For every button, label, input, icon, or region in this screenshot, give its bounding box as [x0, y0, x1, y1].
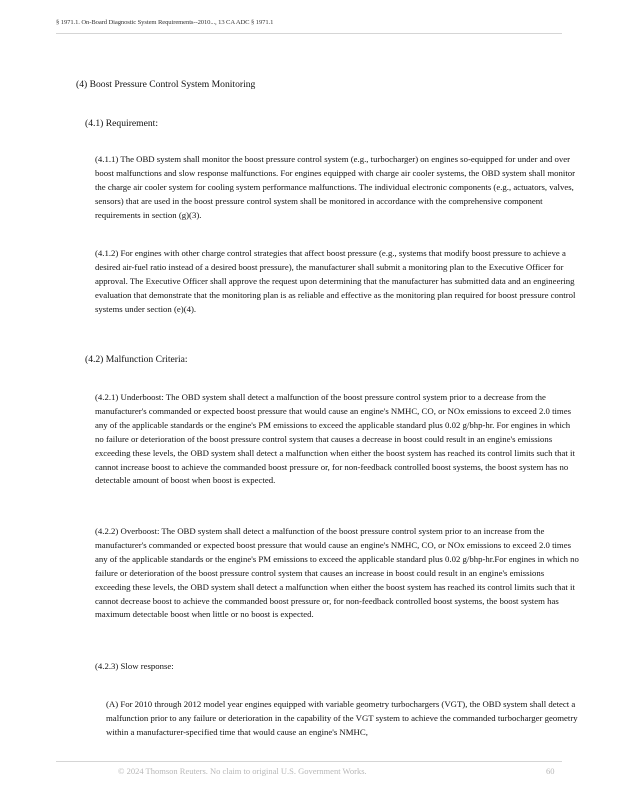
- header-divider: [56, 33, 562, 34]
- paragraph-A-vgt: (A) For 2010 through 2012 model year engines equipped with variable geometry turbochargers (VGT), the OBD system shall detect a malfunction prior to any failure or deterioration in the capability of the VGT system to achieve the commanded turbocharger geometry within a manufacturer-specified time that would cause an engine's NMHC,: [106, 699, 578, 737]
- paragraph-4-1-1: (4.1.1) The OBD system shall monitor the boost pressure control system (e.g., turbocharger) on engines so-equipped for under and over boost malfunctions and slow response malfunctions. For engines equipped with charge air cooler systems, the OBD system shall monitor the charge air cooler system for cooling system performance malfunctions. The individual electronic components (e.g., actuators, valves, sensors) that are used in the boost pressure control system shall be monitored in accordance with the comprehensive component requirements in section (g)(3).: [95, 154, 576, 220]
- footer-copyright: © 2024 Thomson Reuters. No claim to original U.S. Government Works.: [118, 766, 367, 776]
- malfunction-criteria-heading: (4.2) Malfunction Criteria:: [85, 354, 188, 365]
- requirement-heading: (4.1) Requirement:: [85, 118, 158, 129]
- footer-divider: [56, 761, 562, 762]
- paragraph-4-2-3-slow-response: (4.2.3) Slow response:: [95, 661, 174, 671]
- paragraph-4-1-2: (4.1.2) For engines with other charge control strategies that affect boost pressure (e.g., systems that modify boost pressure to achieve a desired air-fuel ratio instead of a desired boost pressure), the manufacturer shall submit a monitoring plan to the Executive Officer for approval. The Executive Officer shall approve the request upon determining that the manufacturer has submitted data and an engineering evaluation that demonstrate that the monitoring plan is as reliable and effective as the monitoring plan required for boost pressure control systems under section (e)(4).: [95, 248, 576, 314]
- page-number: 60: [546, 766, 555, 776]
- section-heading: (4) Boost Pressure Control System Monitoring: [76, 79, 256, 90]
- paragraph-4-2-1-underboost: (4.2.1) Underboost: The OBD system shall detect a malfunction of the boost pressure control system prior to a decrease from the manufacturer's commanded or expected boost pressure that would cause an engine's NMHC, CO, or NOx emissions to exceed 2.0 times any of the applicable standards or the engine's PM emissions to exceed the applicable standard plus 0.02 g/bhp-hr. For engines in which no failure or deterioration of the boost pressure control system that causes a decrease in boost could result in an engine's emissions exceeding these levels, the OBD system shall detect a malfunction when either the boost system has reached its control limits such that it cannot increase boost to achieve the commanded boost pressure or, for non-feedback controlled boost systems, the boost system has no detectable amount of boost when boost is expected.: [95, 392, 575, 486]
- running-header: § 1971.1. On-Board Diagnostic System Requirements--2010..., 13 CA ADC § 1971.1: [56, 19, 274, 26]
- paragraph-4-2-2-overboost: (4.2.2) Overboost: The OBD system shall detect a malfunction of the boost pressure control system prior to an increase from the manufacturer's commanded or expected boost pressure that would cause an engine's NMHC, CO, or NOx emissions to exceed 2.0 times any of the applicable standards or the engine's PM emissions to exceed the applicable standard plus 0.02 g/bhp-hr.For engines in which no failure or deterioration of the boost pressure control system that causes an increase in boost could result in an engine's emissions exceeding these levels, the OBD system shall detect a malfunction when either the boost system has reached its control limits such that it cannot decrease boost to achieve the commanded boost pressure or, for non-feedback controlled boost systems, the boost system has maximum detectable boost when little or no boost is expected.: [95, 526, 579, 620]
